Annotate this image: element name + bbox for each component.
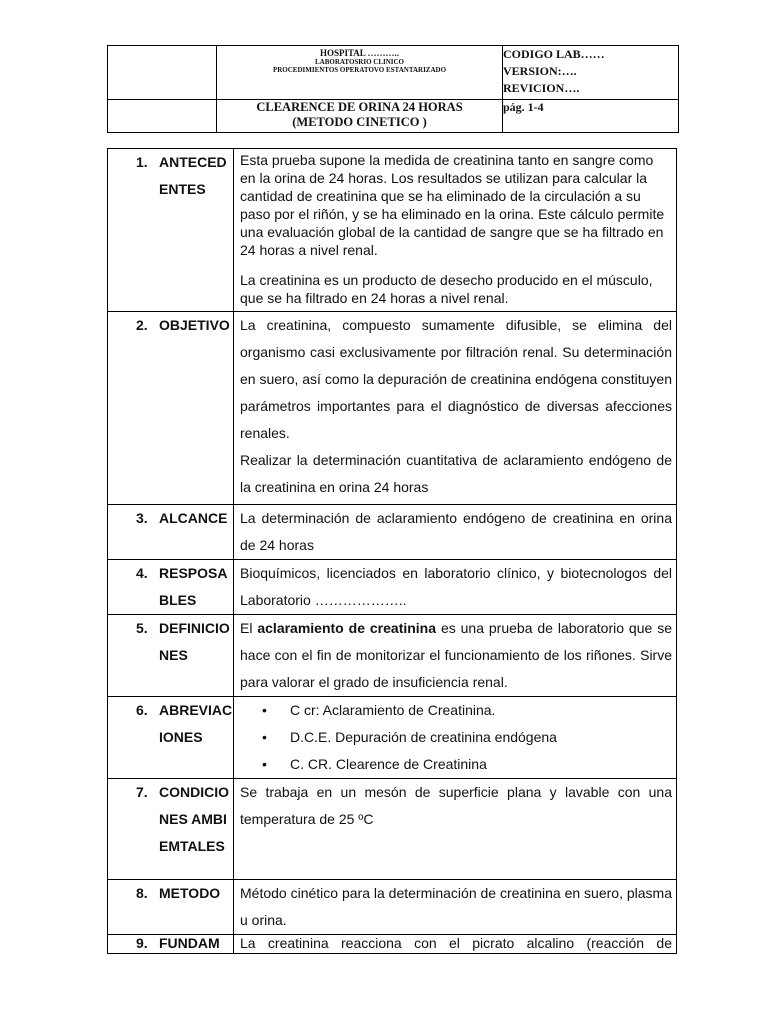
section-label: FUNDAM — [159, 935, 220, 951]
section-label: OBJETIVO — [159, 317, 230, 333]
section-row — [108, 697, 677, 779]
logo-cell — [108, 46, 217, 100]
procedures-label: PROCEDIMIENTOS OPERATOVO ESTANTARIZADO — [272, 66, 447, 74]
defined-term: aclaramiento de creatinina — [257, 620, 437, 636]
section-number: 8. — [136, 885, 148, 901]
section-number: 6. — [136, 702, 148, 718]
document-header — [107, 45, 679, 133]
section-row — [108, 505, 677, 560]
section-label: ANTECEDENTES — [159, 154, 227, 197]
page-number: pág. 1-4 — [503, 100, 679, 133]
section-text: La determinación de aclaramiento endógeno de creatinina en orina de 24 horas — [240, 510, 672, 553]
lab-name: LABORATOSRIO CLINICO — [314, 58, 404, 66]
section-number: 5. — [136, 620, 148, 636]
section-row — [108, 560, 677, 615]
section-text: La creatinina reacciona con el picrato alcalino (reacción de — [240, 935, 672, 951]
section-row — [108, 149, 677, 312]
list-item: • C. CR. Clearence de Creatinina — [240, 751, 672, 778]
section-number: 9. — [136, 935, 148, 951]
section-text: Método cinético para la determinación de creatinina en suero, plasma u orina. — [240, 885, 672, 928]
section-text: La creatinina es un producto de desecho producido en el músculo, que se ha filtrado en 24 horas a nivel renal. — [240, 272, 653, 306]
section-text: Esta prueba supone la medida de creatinina tanto en sangre como en la orina de 24 horas. Los resultados se utilizan para calcular la cantidad de creatinina que se ha eliminado de la circulación a su paso por el riñón, y se ha eliminado en la orina. Este cálculo permite una evaluación global de la cantidad de sangre que se ha filtrado en 24 horas a nivel renal. — [240, 152, 665, 258]
section-row — [108, 312, 677, 505]
section-number: 7. — [136, 784, 148, 800]
section-label: METODO — [159, 885, 221, 901]
section-label: DEFINICIONES — [159, 620, 230, 663]
section-text: Bioquímicos, licenciados en laboratorio clínico, y biotecnologos del Laboratorio ……………….. — [240, 565, 672, 608]
section-text: Realizar la determinación cuantitativa de aclaramiento endógeno de la creatinina en orina 24 horas — [240, 452, 672, 495]
revision-label: REVICION…. — [503, 81, 580, 95]
section-row — [108, 779, 677, 880]
version-label: VERSION:…. — [503, 64, 577, 78]
section-text: Se trabaja en un mesón de superficie plana y lavable con una temperatura de 25 ºC — [240, 784, 672, 827]
procedure-table — [107, 148, 677, 954]
section-row — [108, 935, 677, 954]
abbreviation-list — [240, 697, 672, 778]
section-text: La creatinina, compuesto sumamente difusible, se elimina del organismo casi exclusivamente por filtración renal. Su determinación en suero, así como la depuración de creatinina endógena constituyen parámetros importantes para el diagnóstico de diversas afecciones renales. — [240, 317, 672, 441]
section-label: ALCANCE — [159, 510, 228, 526]
list-item: • C cr: Aclaramiento de Creatinina. — [240, 697, 672, 724]
institution-cell — [217, 46, 503, 100]
section-number: 4. — [136, 565, 148, 581]
section-label: RESPOSABLES — [159, 565, 228, 608]
document-title: CLEARENCE DE ORINA 24 HORAS (METODO CINETICO ) — [217, 100, 503, 133]
section-number: 3. — [136, 510, 148, 526]
section-row — [108, 880, 677, 935]
doc-control-cell — [503, 46, 679, 100]
code-label: CODIGO LAB…… — [503, 47, 605, 61]
section-label: ABREVIACIONES — [159, 702, 233, 745]
section-row — [108, 615, 677, 697]
hospital-name: HOSPITAL ……….. — [319, 48, 400, 58]
section-number: 2. — [136, 317, 148, 333]
section-text: El aclaramiento de creatinina es una prueba de laboratorio que se hace con el fin de monitorizar el funcionamiento de los riñones. Sirve para valorar el grado de insuficiencia renal. — [240, 620, 672, 690]
section-label: CONDICIONES AMBIEMTALES — [159, 784, 229, 854]
section-number: 1. — [136, 154, 148, 170]
list-item: • D.C.E. Depuración de creatinina endógena — [240, 724, 672, 751]
